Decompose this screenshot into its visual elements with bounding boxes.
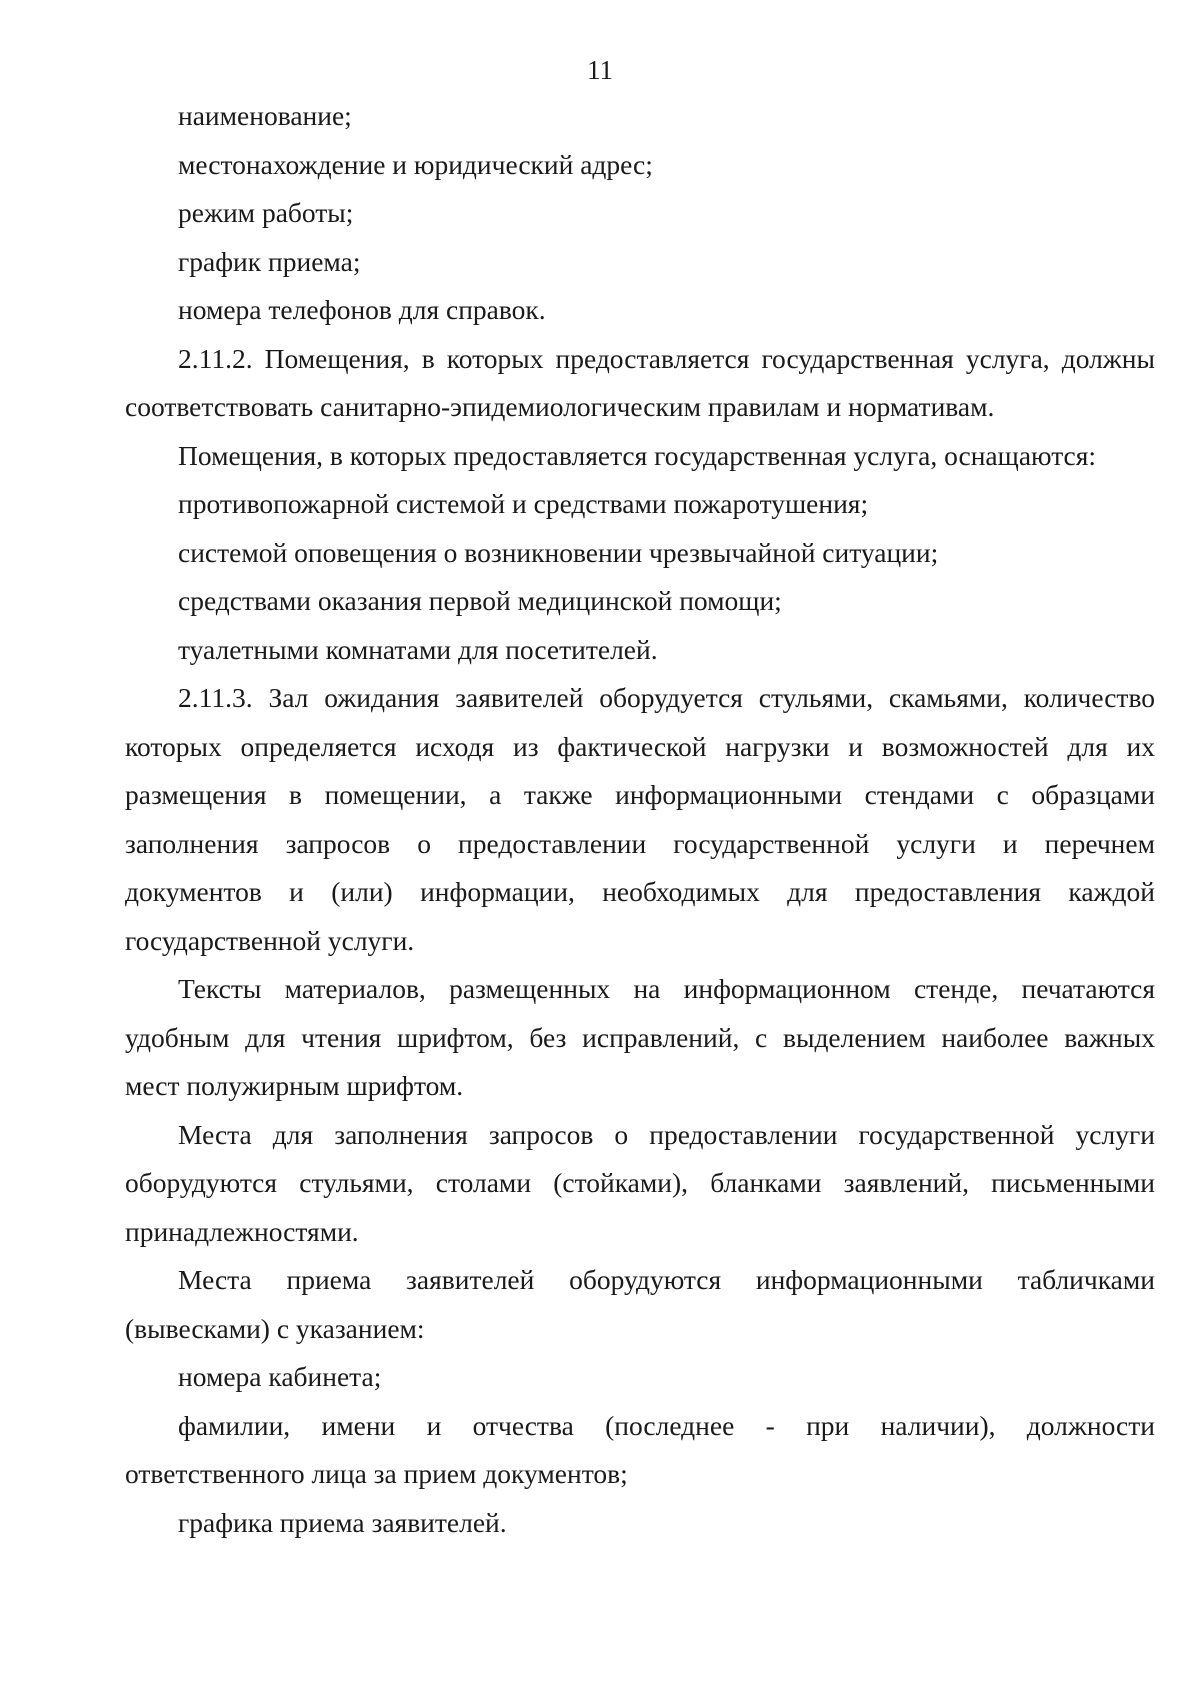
text-line: фамилии, имени и отчества (последнее - при наличии), должности: [178, 1409, 1155, 1441]
text-line: местонахождение и юридический адрес;: [178, 148, 653, 180]
text-line: наименование;: [178, 100, 352, 131]
text-line: номера телефонов для справок.: [178, 294, 546, 325]
text-line: графика приема заявителей.: [178, 1506, 507, 1538]
text-line: номера кабинета;: [178, 1361, 382, 1392]
text-line: которых определяется исходя из фактической нагрузки и возможностей для их: [125, 730, 1155, 762]
text-line: принадлежностями.: [125, 1215, 359, 1247]
text-line: размещения в помещении, а также информационными стендами с образцами: [125, 779, 1155, 810]
text-line: средствами оказания первой медицинской помощи;: [178, 585, 782, 616]
text-line: Тексты материалов, размещенных на информационном стенде, печатаются: [178, 973, 1155, 1004]
text-line: заполнения запросов о предоставлении государственной услуги и перечнем: [125, 827, 1155, 859]
text-line: Помещения, в которых предоставляется государственная услуга, оснащаются:: [178, 439, 1097, 471]
text-line: туалетными комнатами для посетителей.: [178, 633, 658, 665]
text-line: 2.11.2. Помещения, в которых предоставляется государственная услуга, должны: [178, 342, 1155, 374]
text-line: системой оповещения о возникновении чрезвычайной ситуации;: [178, 536, 939, 568]
text-line: государственной услуги.: [125, 924, 415, 956]
page-number: 11: [587, 55, 613, 85]
text-line: график приема;: [178, 245, 361, 277]
text-line: документов и (или) информации, необходимых для предоставления каждой: [125, 876, 1155, 907]
document-body: [125, 92, 1155, 1547]
text-line: удобным для чтения шрифтом, без исправлений, с выделением наиболее важных: [125, 1021, 1155, 1053]
text-line: ответственного лица за прием документов;: [125, 1458, 628, 1489]
text-line: режим работы;: [178, 197, 354, 228]
text-line: (вывесками) с указанием:: [125, 1312, 425, 1344]
text-line: 2.11.3. Зал ожидания заявителей оборудуется стульями, скамьями, количество: [178, 682, 1155, 713]
text-line: соответствовать санитарно-эпидемиологическим правилам и нормативам.: [125, 391, 995, 422]
text-line: Места приема заявителей оборудуются информационными табличками: [178, 1264, 1155, 1295]
text-line: мест полужирным шрифтом.: [125, 1070, 464, 1101]
text-line: Места для заполнения запросов о предоставлении государственной услуги: [178, 1118, 1155, 1150]
text-line: противопожарной системой и средствами пожаротушения;: [178, 488, 869, 519]
text-line: оборудуются стульями, столами (стойками), бланками заявлений, письменными: [125, 1167, 1155, 1198]
